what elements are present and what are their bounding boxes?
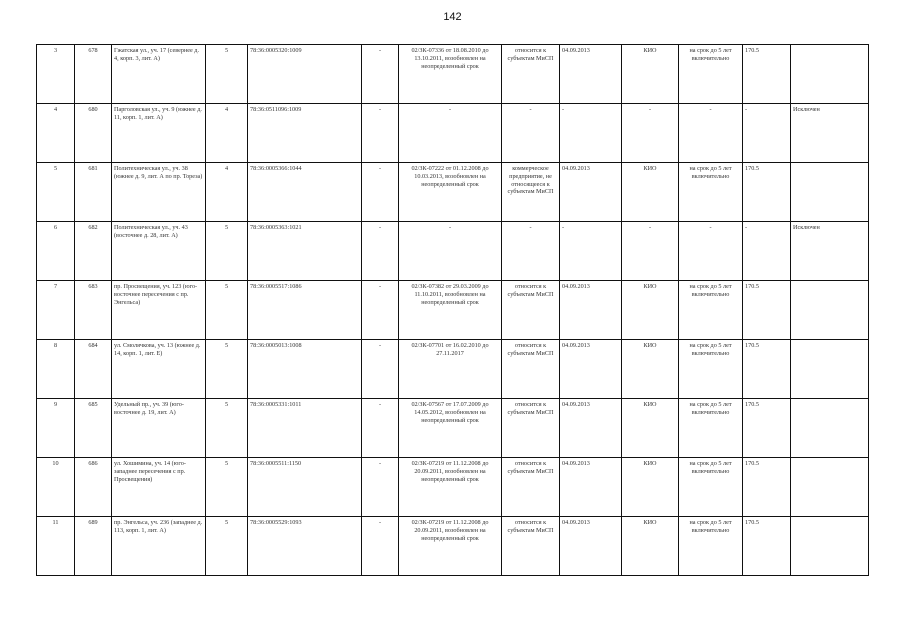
date-cell: 04.09.2013 <box>560 458 622 517</box>
note-cell <box>791 163 869 222</box>
page-number: 142 <box>443 11 462 23</box>
address-cell: ул. Хошимина, уч. 14 (юго-западнее пересечения с пр. Просвещения) <box>112 458 206 517</box>
table-body <box>37 45 869 576</box>
cadastral-number-cell: 78:36:0511096:1009 <box>248 104 362 163</box>
table-row <box>37 222 869 281</box>
dash-cell: - <box>362 517 399 576</box>
category-cell: 5 <box>206 517 248 576</box>
address-cell: ул. Смолячкова, уч. 13 (южнее д. 14, корп. 1, лит. Е) <box>112 340 206 399</box>
registry-table <box>36 44 869 576</box>
area-cell: 170.5 <box>743 163 791 222</box>
date-cell: - <box>560 222 622 281</box>
table-row <box>37 45 869 104</box>
table-row <box>37 517 869 576</box>
owner-category-cell: относится к субъектам МиСП <box>502 399 560 458</box>
category-cell: 5 <box>206 340 248 399</box>
area-cell: 170.5 <box>743 281 791 340</box>
dash-cell: - <box>362 281 399 340</box>
category-cell: 4 <box>206 104 248 163</box>
address-cell: Парголовская ул., уч. 9 (южнее д. 11, корп. 1, лит. А) <box>112 104 206 163</box>
contract-cell: - <box>399 104 502 163</box>
owner-category-cell: коммерческое предприятие, не относящееся к субъектам МиСП <box>502 163 560 222</box>
cadastral-number-cell: 78:36:0005366:1044 <box>248 163 362 222</box>
cadastral-number-cell: 78:36:0005529:1093 <box>248 517 362 576</box>
category-cell: 5 <box>206 45 248 104</box>
term-cell: - <box>679 104 743 163</box>
authority-cell: КИО <box>622 340 679 399</box>
contract-cell: 02/ЗК-07567 от 17.07.2009 до 14.05.2012, возобновлен на неопределенный срок <box>399 399 502 458</box>
dash-cell: - <box>362 163 399 222</box>
address-cell: Политехническая ул., уч. 38 (южнее д. 9, лит. А по пр. Тореза) <box>112 163 206 222</box>
authority-cell: - <box>622 104 679 163</box>
term-cell: на срок до 5 лет включительно <box>679 163 743 222</box>
table-row <box>37 340 869 399</box>
cadastral-number-cell: 78:36:0005331:1011 <box>248 399 362 458</box>
authority-cell: КИО <box>622 163 679 222</box>
row-number-cell: 9 <box>37 399 75 458</box>
owner-category-cell: относится к субъектам МиСП <box>502 340 560 399</box>
note-cell: Исключен <box>791 104 869 163</box>
note-cell <box>791 340 869 399</box>
contract-cell: 02/ЗК-07336 от 18.08.2010 до 13.10.2011, возобновлен на неопределенный срок <box>399 45 502 104</box>
category-cell: 5 <box>206 222 248 281</box>
object-id-cell: 680 <box>75 104 112 163</box>
owner-category-cell: - <box>502 104 560 163</box>
object-id-cell: 689 <box>75 517 112 576</box>
object-id-cell: 685 <box>75 399 112 458</box>
term-cell: на срок до 5 лет включительно <box>679 399 743 458</box>
contract-cell: 02/ЗК-07219 от 11.12.2008 до 20.09.2011, возобновлен на неопределенный срок <box>399 458 502 517</box>
object-id-cell: 681 <box>75 163 112 222</box>
note-cell <box>791 399 869 458</box>
date-cell: 04.09.2013 <box>560 399 622 458</box>
dash-cell: - <box>362 104 399 163</box>
table-row <box>37 399 869 458</box>
cadastral-number-cell: 78:36:0005517:1086 <box>248 281 362 340</box>
object-id-cell: 686 <box>75 458 112 517</box>
cadastral-number-cell: 78:36:0005511:1150 <box>248 458 362 517</box>
date-cell: 04.09.2013 <box>560 281 622 340</box>
date-cell: 04.09.2013 <box>560 340 622 399</box>
table-row <box>37 458 869 517</box>
term-cell: на срок до 5 лет включительно <box>679 45 743 104</box>
term-cell: на срок до 5 лет включительно <box>679 458 743 517</box>
owner-category-cell: относится к субъектам МиСП <box>502 517 560 576</box>
row-number-cell: 6 <box>37 222 75 281</box>
dash-cell: - <box>362 45 399 104</box>
cadastral-number-cell: 78:36:0005363:1021 <box>248 222 362 281</box>
authority-cell: КИО <box>622 517 679 576</box>
term-cell: на срок до 5 лет включительно <box>679 517 743 576</box>
address-cell: Гжатская ул., уч. 17 (севернее д. 4, корп. 3, лит. А) <box>112 45 206 104</box>
object-id-cell: 683 <box>75 281 112 340</box>
area-cell: 170.5 <box>743 45 791 104</box>
term-cell: - <box>679 222 743 281</box>
term-cell: на срок до 5 лет включительно <box>679 281 743 340</box>
note-cell <box>791 517 869 576</box>
category-cell: 5 <box>206 399 248 458</box>
address-cell: Политехническая ул., уч. 43 (восточнее д. 28, лит. А) <box>112 222 206 281</box>
authority-cell: КИО <box>622 399 679 458</box>
cadastral-number-cell: 78:36:0005013:1008 <box>248 340 362 399</box>
object-id-cell: 678 <box>75 45 112 104</box>
table-row <box>37 163 869 222</box>
date-cell: 04.09.2013 <box>560 163 622 222</box>
row-number-cell: 11 <box>37 517 75 576</box>
contract-cell: 02/ЗК-07222 от 01.12.2008 до 10.03.2013, возобновлен на неопределенный срок <box>399 163 502 222</box>
category-cell: 5 <box>206 458 248 517</box>
dash-cell: - <box>362 399 399 458</box>
address-cell: Удельный пр., уч. 39 (юго-восточнее д. 19, лит. А) <box>112 399 206 458</box>
owner-category-cell: относится к субъектам МиСП <box>502 45 560 104</box>
area-cell: 170.5 <box>743 340 791 399</box>
table-row <box>37 104 869 163</box>
row-number-cell: 7 <box>37 281 75 340</box>
object-id-cell: 682 <box>75 222 112 281</box>
object-id-cell: 684 <box>75 340 112 399</box>
area-cell: 170.5 <box>743 517 791 576</box>
note-cell: Исключен <box>791 222 869 281</box>
dash-cell: - <box>362 458 399 517</box>
address-cell: пр. Просвещения, уч. 123 (юго-восточнее пересечения с пр. Энгельса) <box>112 281 206 340</box>
owner-category-cell: - <box>502 222 560 281</box>
row-number-cell: 4 <box>37 104 75 163</box>
area-cell: - <box>743 104 791 163</box>
row-number-cell: 10 <box>37 458 75 517</box>
table-row <box>37 281 869 340</box>
authority-cell: КИО <box>622 281 679 340</box>
note-cell <box>791 458 869 517</box>
note-cell <box>791 45 869 104</box>
date-cell: 04.09.2013 <box>560 517 622 576</box>
row-number-cell: 8 <box>37 340 75 399</box>
date-cell: - <box>560 104 622 163</box>
area-cell: - <box>743 222 791 281</box>
category-cell: 4 <box>206 163 248 222</box>
contract-cell: 02/ЗК-07701 от 16.02.2010 до 27.11.2017 <box>399 340 502 399</box>
contract-cell: 02/ЗК-07382 от 29.03.2009 до 11.10.2011, возобновлен на неопределенный срок <box>399 281 502 340</box>
contract-cell: - <box>399 222 502 281</box>
area-cell: 170.5 <box>743 458 791 517</box>
date-cell: 04.09.2013 <box>560 45 622 104</box>
category-cell: 5 <box>206 281 248 340</box>
authority-cell: КИО <box>622 45 679 104</box>
note-cell <box>791 281 869 340</box>
row-number-cell: 5 <box>37 163 75 222</box>
cadastral-number-cell: 78:36:0005320:1009 <box>248 45 362 104</box>
owner-category-cell: относится к субъектам МиСП <box>502 281 560 340</box>
term-cell: на срок до 5 лет включительно <box>679 340 743 399</box>
contract-cell: 02/ЗК-07219 от 11.12.2008 до 20.09.2011, возобновлен на неопределенный срок <box>399 517 502 576</box>
address-cell: пр. Энгельса, уч. 236 (западнее д. 113, корп. 1, лит. А) <box>112 517 206 576</box>
row-number-cell: 3 <box>37 45 75 104</box>
dash-cell: - <box>362 222 399 281</box>
authority-cell: - <box>622 222 679 281</box>
dash-cell: - <box>362 340 399 399</box>
authority-cell: КИО <box>622 458 679 517</box>
area-cell: 170.5 <box>743 399 791 458</box>
owner-category-cell: относится к субъектам МиСП <box>502 458 560 517</box>
